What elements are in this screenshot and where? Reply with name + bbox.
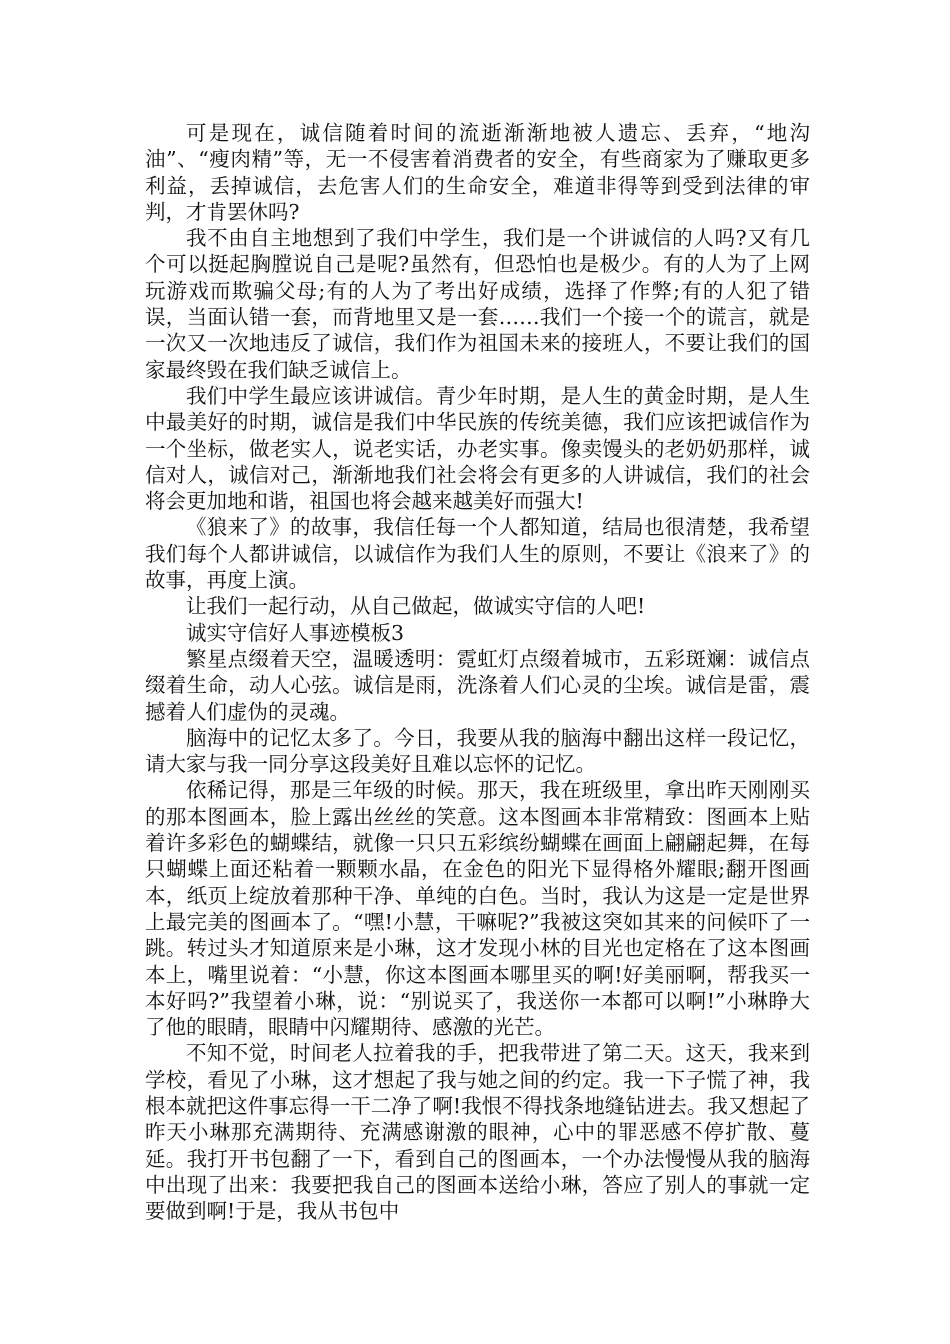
paragraph-stars-and-integrity: 繁星点缀着天空，温暖透明：霓虹灯点缀着城市，五彩斑斓：诚信点缀着生命，动人心弦。诚信是雨，洗涤着人们心灵的尘埃。诚信是雷，震撼着人们虚伪的灵魂。 [145,646,810,724]
paragraph-memories: 脑海中的记忆太多了。今日，我要从我的脑海中翻出这样一段记忆，请大家与我一同分享这段美好且难以忘怀的记忆。 [145,725,810,777]
paragraph-call-to-action: 让我们一起行动，从自己做起，做诚实守信的人吧! [186,594,646,619]
paragraph-next-day: 不知不觉，时间老人拉着我的手，把我带进了第二天。这天，我来到学校，看见了小琳，这才想起了我与她之间的约定。我一下子慌了神，我根本就把这件事忘得一干二净了啊!我恨不得找条地缝钻进去。我又想起了昨天小琳那充满期待、充满感谢激的眼神，心中的罪恶感不停扩散、蔓延。我打开书包翻了一下，看到自己的图画本，一个办法慢慢从我的脑海中出现了出来：我要把我自己的图画本送给小琳，答应了别人的事就一定要做到啊!于是，我从书包中 [145,1041,810,1224]
paragraph-students-should-be-honest: 我们中学生最应该讲诚信。青少年时期，是人生的黄金时期，是人生中最美好的时期，诚信是我们中华民族的传统美德，我们应该把诚信作为一个坐标，做老实人，说老实话，办老实事。像卖馒头的老奶奶那样，诚信对人，诚信对己，渐渐地我们社会将会有更多的人讲诚信，我们的社会将会更加地和谐，祖国也将会越来越美好而强大! [145,383,810,514]
paragraph-drawing-book: 依稀记得，那是三年级的时候。那天，我在班级里，拿出昨天刚刚买的那本图画本，脸上露出丝丝的笑意。这本图画本非常精致：图画本上贴着许多彩色的蝴蝶结，就像一只只五彩缤纷蝴蝶在画面上翩翩起舞，在每只蝴蝶上面还粘着一颗颗水晶，在金色的阳光下显得格外耀眼;翻开图画本，纸页上绽放着那种干净、单纯的白色。当时，我认为这是一定是世界上最完美的图画本了。“嘿!小慧，干嘛呢?”我被这突如其来的问候吓了一跳。转过头才知道原来是小琳，这才发现小林的目光也定格在了这本图画本上，嘴里说着：“小慧，你这本图画本哪里买的啊!好美丽啊，帮我买一本好吗?”我望着小琳，说：“别说买了，我送你一本都可以啊!”小琳睁大了他的眼睛，眼睛中闪耀期待、感激的光芒。 [145,778,810,1040]
paragraph-integrity-lost: 可是现在，诚信随着时间的流逝渐渐地被人遗忘、丢弃，“地沟油”、“瘦肉精”等，无一不侵害着消费者的安全，有些商家为了赚取更多利益，丢掉诚信，去危害人们的生命安全，难道非得等到受到法律的审判，才肯罢休吗? [145,121,810,224]
document-page [145,120,810,1224]
paragraph-wolf-story: 《狼来了》的故事，我信任每一个人都知道，结局也很清楚，我希望我们每个人都讲诚信，以诚信作为我们人生的原则，不要让《浪来了》的故事，再度上演。 [145,515,810,593]
paragraph-middle-school-students: 我不由自主地想到了我们中学生，我们是一个讲诚信的人吗?又有几个可以挺起胸膛说自己是呢?虽然有，但恐怕也是极少。有的人为了上网玩游戏而欺骗父母;有的人为了考出好成绩，选择了作弊;有的人犯了错误，当面认错一套，而背地里又是一套……我们一个接一个的谎言，就是一次又一次地违反了诚信，我们作为祖国未来的接班人，不要让我们的国家最终毁在我们缺乏诚信上。 [145,226,810,382]
section-heading: 诚实守信好人事迹模板3 [186,620,405,645]
